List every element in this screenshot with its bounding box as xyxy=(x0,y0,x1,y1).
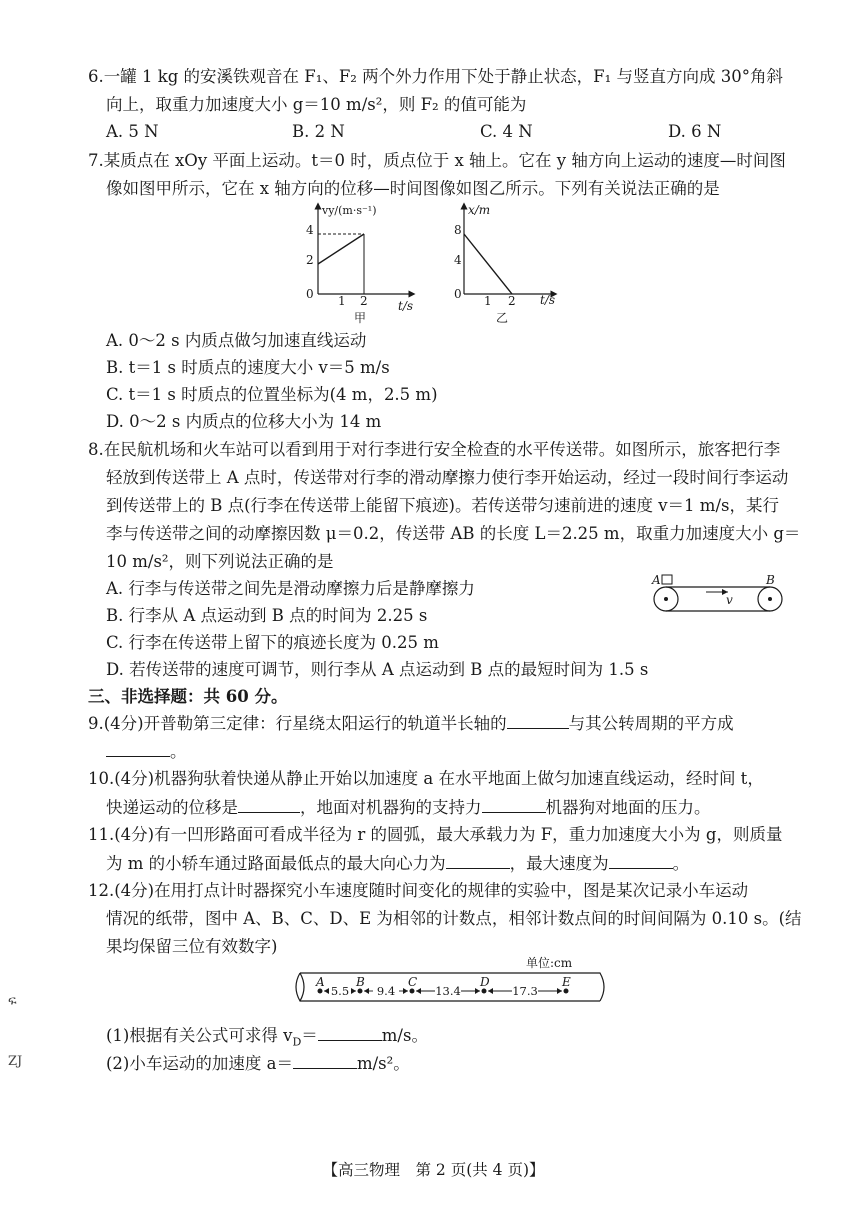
tape-left-curl xyxy=(300,973,304,1001)
q11-line2 xyxy=(106,852,689,875)
page-footer: 【高三物理 第 2 页(共 4 页)】 xyxy=(322,1161,545,1179)
left-pulley-axle xyxy=(664,597,668,601)
q6-option-b: B. 2 N xyxy=(292,122,345,141)
tape-segment-value: 17.3 xyxy=(512,984,538,998)
q7-option-c: C. t＝1 s 时质点的位置坐标为(4 m，2.5 m) xyxy=(106,385,438,404)
graph-b-xlabel: t/s xyxy=(540,293,556,307)
q12-sub2 xyxy=(106,1052,410,1075)
q12-sub1-subscript: D xyxy=(292,1035,302,1049)
q8-option-d: D. 若传送带的速度可调节，则行李从 A 点运动到 B 点的最短时间为 1.5 s xyxy=(106,660,649,679)
q12-sub2-unit: m/s²。 xyxy=(356,1054,410,1073)
tape-label-b: B xyxy=(356,975,365,989)
graph-a-caption: 甲 xyxy=(354,311,367,325)
graph-a-xtick-1: 1 xyxy=(338,294,346,308)
q12-sub2-text: (2)小车运动的加速度 a＝ xyxy=(106,1054,293,1073)
q11-text-1: 为 m 的小轿车通过路面最低点的最大向心力为 xyxy=(106,854,446,873)
q9-line1 xyxy=(88,712,734,735)
q11-line1: 11.(4分)有一凹形路面可看成半径为 r 的圆弧，最大承载力为 F，重力加速度大小为 g，则质量 xyxy=(88,825,783,844)
graph-b-caption: 乙 xyxy=(496,311,509,325)
q8-option-c: C. 行李在传送带上留下的痕迹长度为 0.25 m xyxy=(106,633,439,652)
graph-vy-t xyxy=(296,200,426,325)
q6-option-c: C. 4 N xyxy=(480,122,533,141)
q12-sub1-unit: m/s。 xyxy=(381,1026,428,1045)
tape-point-e xyxy=(564,989,569,994)
margin-mark-2: ZJ xyxy=(8,1054,23,1069)
q11-blank-2[interactable] xyxy=(609,852,673,869)
q6-line2: 向上，取重力加速度大小 g＝10 m/s²，则 F₂ 的值可能为 xyxy=(106,95,527,114)
belt-label-v: v xyxy=(726,593,733,607)
graph-a-xtick-2: 2 xyxy=(360,294,368,308)
q12-blank-1[interactable] xyxy=(318,1024,382,1041)
tape-label-e: E xyxy=(562,975,571,989)
graph-a-ytick-0: 0 xyxy=(306,287,314,301)
q8-line5: 10 m/s²，则下列说法正确的是 xyxy=(106,552,334,571)
q11-text-2: ，最大速度为 xyxy=(509,854,609,873)
tape-unit: 单位:cm xyxy=(526,956,573,970)
belt-label-a: A xyxy=(652,573,661,587)
graph-a-xlabel: t/s xyxy=(398,299,414,313)
tape-label-c: C xyxy=(408,975,418,989)
q12-sub1-eq: ＝ xyxy=(301,1026,318,1045)
q8-line1: 8.在民航机场和火车站可以看到用于对行李进行安全检查的水平传送带。如图所示，旅客把行李 xyxy=(88,440,781,459)
tape-point-b xyxy=(358,989,363,994)
q12-sub1 xyxy=(106,1024,428,1053)
q12-sub1-text: (1)根据有关公式可求得 v xyxy=(106,1026,293,1045)
conveyor-belt-diagram xyxy=(648,570,788,620)
q10-line2 xyxy=(106,796,711,819)
q8-line3: 到传送带上的 B 点(行李在传送带上能留下痕迹)。若传送带匀速前进的速度 v＝1 m/s，某行 xyxy=(106,496,779,515)
q8-option-a: A. 行李与传送带之间先是滑动摩擦力后是静摩擦力 xyxy=(106,579,475,598)
tape-label-a: A xyxy=(316,975,325,989)
tape-point-d xyxy=(482,989,487,994)
graph-a-series-line xyxy=(318,234,364,264)
section-3-title: 三、非选择题：共 60 分。 xyxy=(88,687,288,706)
q10-blank-1[interactable] xyxy=(238,796,300,813)
q9-line2 xyxy=(106,740,187,763)
tape-segment-value: 5.5 xyxy=(330,984,350,998)
graph-a-ytick-4: 4 xyxy=(306,223,314,237)
tape-label-d: D xyxy=(480,975,490,989)
paper-tape-diagram xyxy=(290,955,610,1017)
graph-a-ylabel: vy/(m·s⁻¹) xyxy=(322,204,377,217)
q12-line2: 情况的纸带，图中 A、B、C、D、E 为相邻的计数点，相邻计数点间的时间间隔为 0.10 s。(结 xyxy=(106,909,802,928)
q12-line1: 12.(4分)在用打点计时器探究小车速度随时间变化的规律的实验中，图是某次记录小车运动 xyxy=(88,881,749,900)
tape-segment-value: 9.4 xyxy=(376,984,396,998)
graph-b-ytick-8: 8 xyxy=(454,223,462,237)
q10-text-3: 机器狗对地面的压力。 xyxy=(545,798,711,817)
right-pulley-axle xyxy=(768,597,772,601)
q10-blank-2[interactable] xyxy=(482,796,546,813)
luggage-box xyxy=(662,575,672,584)
q11-blank-1[interactable] xyxy=(446,852,510,869)
q9-text-2: 与其公转周期的平方成 xyxy=(568,714,734,733)
q10-text-2: ，地面对机器狗的支持力 xyxy=(300,798,482,817)
graph-x-t xyxy=(446,200,566,325)
q9-text-1: 9.(4分)开普勒第三定律：行星绕太阳运行的轨道半长轴的 xyxy=(88,714,507,733)
graph-b-xtick-1: 1 xyxy=(484,294,492,308)
q12-blank-2[interactable] xyxy=(293,1052,357,1069)
margin-mark-1: ፍ xyxy=(8,994,17,1009)
graph-b-ylabel: x/m xyxy=(468,203,491,217)
q10-line1: 10.(4分)机器狗驮着快递从静止开始以加速度 a 在水平地面上做匀加速直线运动，经时间 t， xyxy=(88,769,764,788)
graph-b-xtick-2: 2 xyxy=(508,294,516,308)
q12-line3: 果均保留三位有效数字) xyxy=(106,937,278,956)
graph-b-ytick-4: 4 xyxy=(454,253,462,267)
q6-option-a: A. 5 N xyxy=(106,122,159,141)
tape-arrow-left xyxy=(324,988,329,994)
tape-point-a xyxy=(318,989,323,994)
q7-option-d: D. 0～2 s 内质点的位移大小为 14 m xyxy=(106,412,382,431)
graph-b-ytick-0: 0 xyxy=(454,287,462,301)
q8-line2: 轻放到传送带上 A 点时，传送带对行李的滑动摩擦力使行李开始运动，经过一段时间行李运动 xyxy=(106,468,789,487)
q8-line4: 李与传送带之间的动摩擦因数 μ＝0.2，传送带 AB 的长度 L＝2.25 m，取重力加速度大小 g＝ xyxy=(106,524,801,543)
q7-option-b: B. t＝1 s 时质点的速度大小 v＝5 m/s xyxy=(106,358,390,377)
q9-text-3: 。 xyxy=(170,742,187,761)
tape-point-c xyxy=(410,989,415,994)
q11-text-3: 。 xyxy=(672,854,690,873)
q7-line1: 7.某质点在 xOy 平面上运动。t＝0 时，质点位于 x 轴上。它在 y 轴方向上运动的速度—时间图 xyxy=(88,151,786,170)
q7-option-a: A. 0～2 s 内质点做匀加速直线运动 xyxy=(106,331,367,350)
tape-segment-value: 13.4 xyxy=(435,984,461,998)
q10-text-1: 快递运动的位移是 xyxy=(106,798,238,817)
graph-a-ytick-2: 2 xyxy=(306,253,314,267)
q6-line1: 6.一罐 1 kg 的安溪铁观音在 F₁、F₂ 两个外力作用下处于静止状态，F₁ 与竖直方向成 30°角斜 xyxy=(88,67,783,86)
q7-line2: 像如图甲所示，它在 x 轴方向的位移—时间图像如图乙所示。下列有关说法正确的是 xyxy=(106,179,720,198)
graph-b-series-line xyxy=(464,234,512,294)
belt-label-b: B xyxy=(766,573,775,587)
q6-option-d: D. 6 N xyxy=(668,122,722,141)
q9-blank-1[interactable] xyxy=(507,712,569,729)
q9-blank-2[interactable] xyxy=(106,740,170,757)
q8-option-b: B. 行李从 A 点运动到 B 点的时间为 2.25 s xyxy=(106,606,428,625)
